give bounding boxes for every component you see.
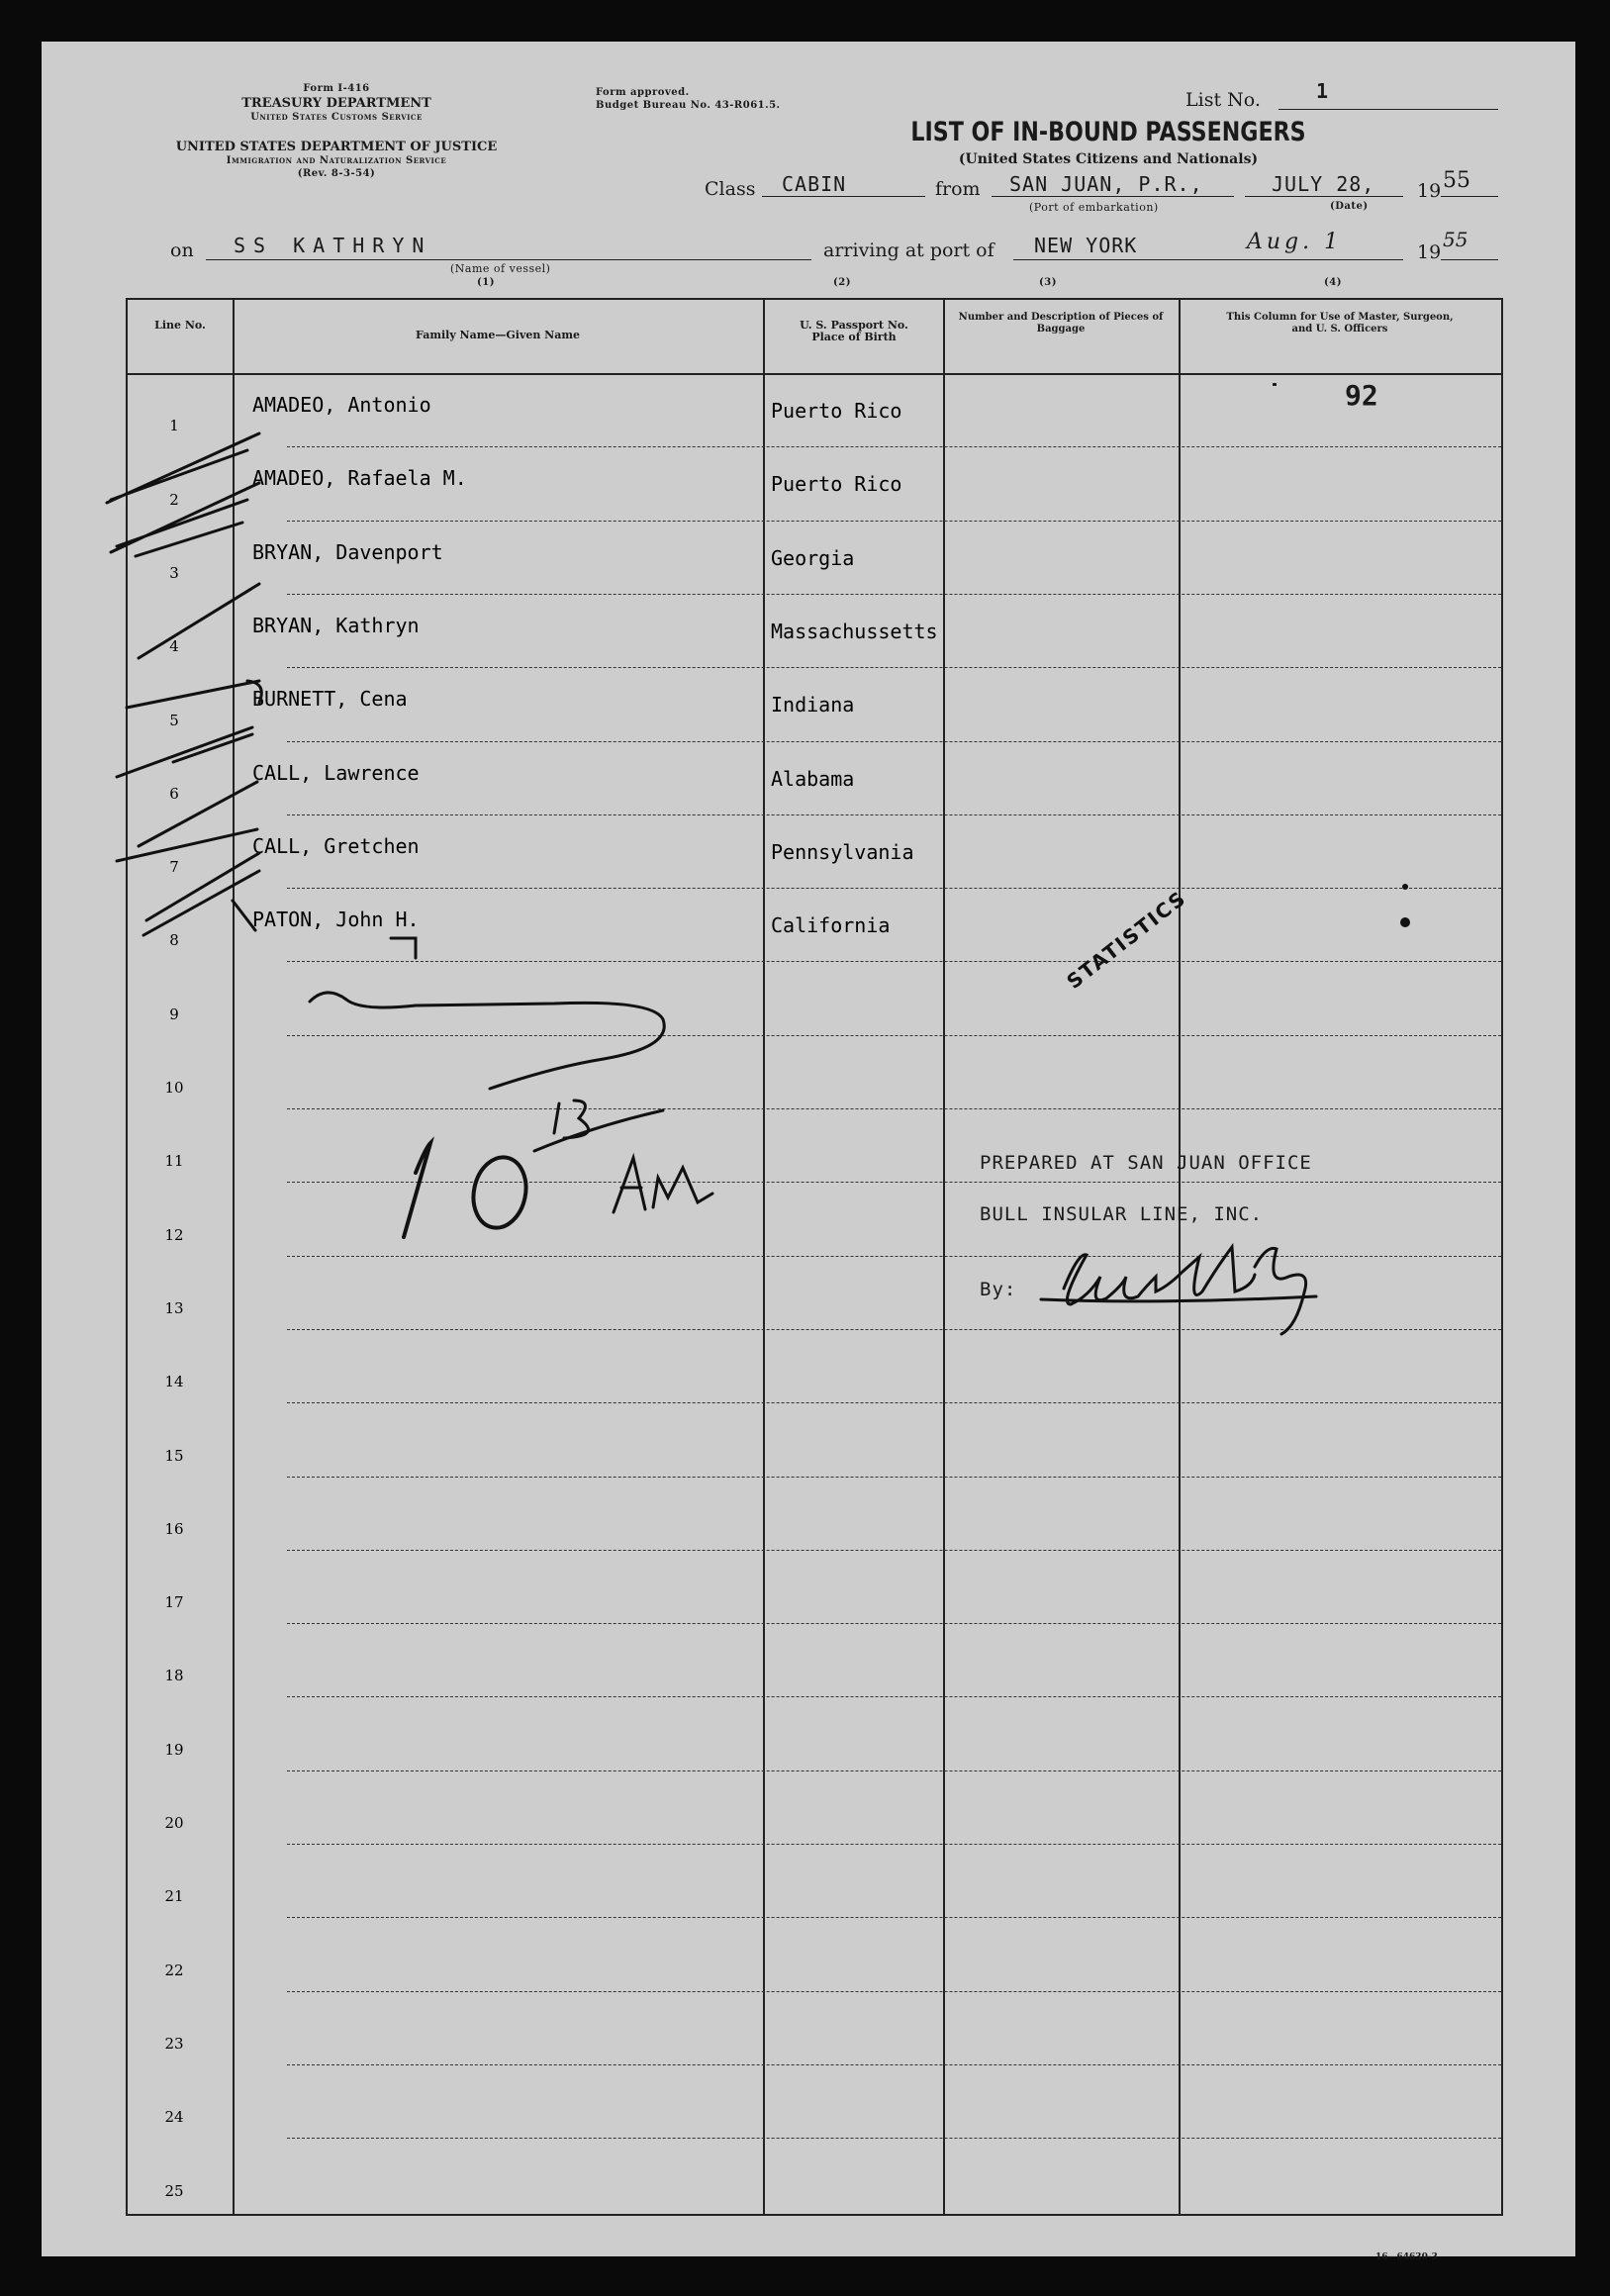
port-of-embarkation: SAN JUAN, P.R., bbox=[1009, 172, 1203, 196]
arriving-label: arriving at port of bbox=[823, 239, 994, 261]
place-of-birth: Puerto Rico bbox=[771, 472, 902, 497]
line-number: 13 bbox=[164, 1298, 184, 1317]
line-number: 22 bbox=[164, 1961, 184, 1979]
line-number: 16 bbox=[164, 1519, 184, 1538]
header-name: Family Name—Given Name bbox=[416, 329, 580, 341]
statistics-stamp bbox=[1062, 886, 1190, 994]
place-of-birth: Indiana bbox=[771, 693, 855, 718]
place-of-birth: Puerto Rico bbox=[771, 399, 902, 423]
justice-label: UNITED STATES DEPARTMENT OF JUSTICE bbox=[175, 140, 498, 154]
passenger-name: CALL, Gretchen bbox=[252, 833, 420, 858]
line-number: 12 bbox=[164, 1225, 184, 1244]
signature-tail bbox=[1255, 1248, 1306, 1334]
list-no-label: List No. bbox=[1185, 89, 1261, 111]
line-number: 3 bbox=[169, 563, 179, 582]
mark-near-paton bbox=[391, 938, 416, 958]
header-passport: U. S. Passport No. Place of Birth bbox=[800, 319, 908, 343]
ink-dot bbox=[1400, 917, 1410, 927]
departure-date: JULY 28, bbox=[1272, 172, 1375, 196]
arrival-year-prefix: 19 bbox=[1417, 241, 1442, 263]
revision-label: (Rev. 8-3-54) bbox=[297, 168, 376, 179]
checkmark-4 bbox=[139, 584, 259, 658]
arrival-date: Aug. 1 bbox=[1247, 230, 1343, 254]
on-label: on bbox=[170, 239, 194, 261]
handwritten-am bbox=[614, 1158, 712, 1212]
place-of-birth: Massachussetts bbox=[771, 619, 938, 643]
line-number: 21 bbox=[164, 1887, 184, 1906]
departure-year: 55 bbox=[1443, 168, 1470, 193]
checkmark-9 bbox=[117, 829, 257, 930]
line-number: 10 bbox=[164, 1079, 184, 1097]
prepared-at: PREPARED AT SAN JUAN OFFICE bbox=[980, 1152, 1312, 1174]
line-number: 24 bbox=[164, 2108, 184, 2127]
line-number: 18 bbox=[164, 1667, 184, 1685]
passenger-name: BRYAN, Davenport bbox=[252, 539, 443, 564]
port-caption: (Port of embarkation) bbox=[1029, 201, 1159, 214]
vessel-name: SS KATHRYN bbox=[234, 234, 432, 257]
line-number: 25 bbox=[164, 2181, 184, 2200]
caption-4: (4) bbox=[1324, 277, 1342, 288]
place-of-birth: Georgia bbox=[771, 545, 855, 570]
ink-dot bbox=[1402, 884, 1408, 890]
year-prefix: 19 bbox=[1417, 180, 1442, 202]
caption-2: (2) bbox=[833, 277, 851, 288]
caption-3: (3) bbox=[1039, 277, 1057, 288]
form-approved: Form approved. bbox=[596, 87, 690, 98]
line-number: 17 bbox=[164, 1593, 184, 1612]
passenger-name: BRYAN, Kathryn bbox=[252, 613, 420, 637]
header-baggage: Number and Description of Pieces of Baggage bbox=[958, 312, 1164, 335]
from-label: from bbox=[935, 178, 981, 200]
line-number: 8 bbox=[169, 931, 179, 950]
stamp-text: STATISTICS bbox=[1062, 885, 1191, 994]
checkmark-3 bbox=[136, 523, 242, 556]
customs-label: United States Customs Service bbox=[250, 112, 423, 123]
footer-code: 16—64630-3 bbox=[1375, 2252, 1438, 2262]
place-of-birth: California bbox=[771, 913, 891, 938]
class-label: Class bbox=[705, 178, 756, 200]
header-line-no: Line No. bbox=[154, 319, 206, 332]
scribble-line bbox=[310, 993, 664, 1089]
by-label: By: bbox=[980, 1279, 1017, 1300]
line-number: 9 bbox=[169, 1004, 179, 1023]
page-title: LIST OF IN-BOUND PASSENGERS bbox=[910, 117, 1306, 147]
checkmark-6 bbox=[117, 727, 252, 777]
place-of-birth: Alabama bbox=[771, 766, 855, 791]
company-name: BULL INSULAR LINE, INC. bbox=[980, 1203, 1264, 1225]
line-number: 7 bbox=[169, 858, 179, 877]
line-number: 2 bbox=[169, 490, 179, 509]
list-no-value: 1 bbox=[1316, 79, 1330, 103]
line-number: 23 bbox=[164, 2034, 184, 2053]
class-value: CABIN bbox=[782, 172, 847, 196]
line-number: 4 bbox=[169, 637, 179, 656]
passenger-name: AMADEO, Antonio bbox=[252, 393, 431, 417]
handwritten-1 bbox=[404, 1143, 430, 1237]
line-number: 15 bbox=[164, 1446, 184, 1465]
arrival-year: 55 bbox=[1443, 228, 1468, 251]
signature-strokes bbox=[1064, 1247, 1255, 1304]
passenger-name: AMADEO, Rafaela M. bbox=[252, 466, 467, 491]
header-officers: This Column for Use of Master, Surgeon, and U. S. Officers bbox=[1226, 312, 1454, 335]
treasury-label: TREASURY DEPARTMENT bbox=[241, 96, 431, 111]
arrival-port: NEW YORK bbox=[1034, 234, 1138, 257]
line-number: 6 bbox=[169, 784, 179, 803]
line-number: 1 bbox=[169, 417, 179, 435]
passenger-name: CALL, Lawrence bbox=[252, 760, 420, 785]
line-number: 5 bbox=[169, 711, 179, 729]
officers-mark: 92 bbox=[1345, 379, 1378, 412]
immigration-label: Immigration and Naturalization Service bbox=[226, 155, 447, 166]
page-subtitle: (United States Citizens and Nationals) bbox=[958, 151, 1259, 167]
line-number: 14 bbox=[164, 1373, 184, 1391]
checkmark-7 bbox=[139, 782, 257, 846]
checkmark-8 bbox=[143, 853, 259, 935]
place-of-birth: Pennsylvania bbox=[771, 839, 914, 864]
checkmark-5 bbox=[127, 681, 261, 708]
line-number: 20 bbox=[164, 1814, 184, 1832]
budget-bureau: Budget Bureau No. 43-R061.5. bbox=[596, 100, 781, 111]
line-number: 19 bbox=[164, 1740, 184, 1759]
caption-1: (1) bbox=[477, 277, 495, 288]
form-number: Form I-416 bbox=[303, 83, 370, 94]
passenger-name: PATON, John H. bbox=[252, 908, 420, 932]
date-caption: (Date) bbox=[1330, 201, 1369, 212]
passenger-name: BURNETT, Cena bbox=[252, 687, 408, 712]
line-number: 11 bbox=[164, 1152, 184, 1171]
handwritten-0 bbox=[467, 1152, 532, 1232]
vessel-caption: (Name of vessel) bbox=[450, 262, 551, 275]
